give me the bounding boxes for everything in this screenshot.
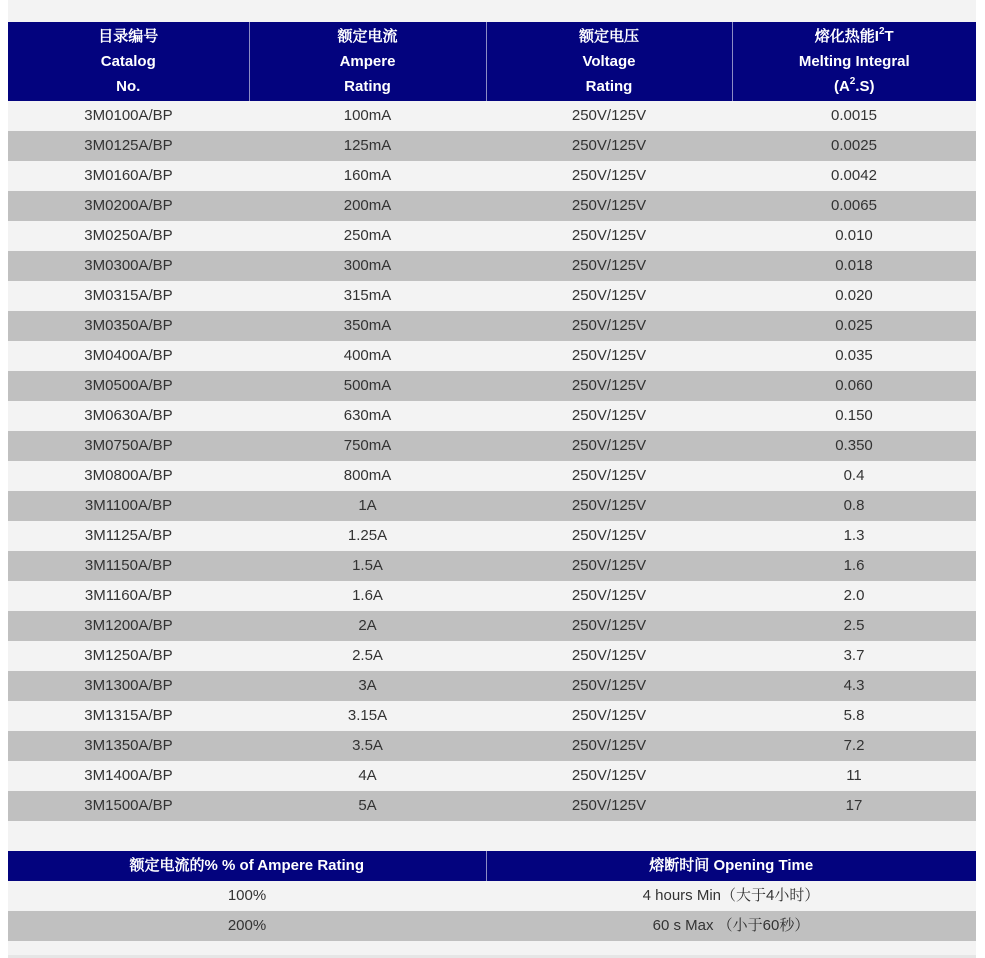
catalog-no-cell: 3M0350A/BP <box>8 311 249 341</box>
melting-integral-cell: 0.018 <box>732 251 976 281</box>
voltage-rating-cell: 250V/125V <box>486 761 732 791</box>
table-row <box>8 551 976 581</box>
catalog-no-cell: 3M1160A/BP <box>8 581 249 611</box>
opening-time-cell: 4 hours Min（大于4小时） <box>486 881 976 911</box>
melting-integral-cell: 0.0025 <box>732 131 976 161</box>
header-opening-time: 熔断时间 Opening Time <box>486 851 976 881</box>
voltage-rating-cell: 250V/125V <box>486 641 732 671</box>
catalog-no-cell: 3M1300A/BP <box>8 671 249 701</box>
voltage-rating-cell: 250V/125V <box>486 131 732 161</box>
voltage-rating-cell: 250V/125V <box>486 461 732 491</box>
catalog-no-cell: 3M0125A/BP <box>8 131 249 161</box>
melting-integral-cell: 5.8 <box>732 701 976 731</box>
table-row <box>8 581 976 611</box>
table-row <box>8 491 976 521</box>
table-row <box>8 641 976 671</box>
ampere-rating-cell: 1.25A <box>249 521 486 551</box>
catalog-no-cell: 3M0800A/BP <box>8 461 249 491</box>
ampere-rating-cell: 350mA <box>249 311 486 341</box>
table-row <box>8 161 976 191</box>
voltage-rating-cell: 250V/125V <box>486 311 732 341</box>
voltage-rating-cell: 250V/125V <box>486 341 732 371</box>
melting-integral-cell: 0.0015 <box>732 101 976 131</box>
voltage-rating-cell: 250V/125V <box>486 161 732 191</box>
voltage-rating-cell: 250V/125V <box>486 701 732 731</box>
voltage-rating-cell: 250V/125V <box>486 791 732 821</box>
ampere-rating-cell: 2.5A <box>249 641 486 671</box>
voltage-rating-cell: 250V/125V <box>486 581 732 611</box>
melting-integral-cell: 0.150 <box>732 401 976 431</box>
melting-integral-cell: 3.7 <box>732 641 976 671</box>
voltage-rating-cell: 250V/125V <box>486 491 732 521</box>
melting-integral-cell: 0.020 <box>732 281 976 311</box>
ampere-rating-cell: 4A <box>249 761 486 791</box>
table-row <box>8 371 976 401</box>
ampere-rating-cell: 800mA <box>249 461 486 491</box>
voltage-rating-cell: 250V/125V <box>486 281 732 311</box>
catalog-no-cell: 3M1250A/BP <box>8 641 249 671</box>
voltage-rating-cell: 250V/125V <box>486 611 732 641</box>
ampere-rating-cell: 5A <box>249 791 486 821</box>
percent-ampere-rating-cell: 100% <box>8 881 486 911</box>
voltage-rating-cell: 250V/125V <box>486 221 732 251</box>
ampere-rating-cell: 2A <box>249 611 486 641</box>
header-voltage-rating: 额定电压 Voltage Rating <box>486 22 732 101</box>
table-row <box>8 431 976 461</box>
melting-integral-cell: 2.0 <box>732 581 976 611</box>
table-row <box>8 281 976 311</box>
table-row <box>8 761 976 791</box>
ampere-rating-cell: 3A <box>249 671 486 701</box>
catalog-no-cell: 3M1125A/BP <box>8 521 249 551</box>
melting-integral-cell: 0.4 <box>732 461 976 491</box>
table-row <box>8 131 976 161</box>
header-melting-integral: 熔化热能$I^2T$ Melting Integral $(A^2.S)$ <box>732 22 976 101</box>
melting-integral-cell: 0.025 <box>732 311 976 341</box>
catalog-no-cell: 3M1100A/BP <box>8 491 249 521</box>
table-row <box>8 191 976 221</box>
catalog-no-cell: 3M0200A/BP <box>8 191 249 221</box>
voltage-rating-cell: 250V/125V <box>486 401 732 431</box>
melting-integral-cell: 0.0042 <box>732 161 976 191</box>
voltage-rating-cell: 250V/125V <box>486 251 732 281</box>
ampere-rating-cell: 630mA <box>249 401 486 431</box>
catalog-no-cell: 3M0750A/BP <box>8 431 249 461</box>
ampere-rating-cell: 1.6A <box>249 581 486 611</box>
table-row <box>8 251 976 281</box>
voltage-rating-cell: 250V/125V <box>486 371 732 401</box>
voltage-rating-cell: 250V/125V <box>486 431 732 461</box>
header-ampere-rating: 额定电流 Ampere Rating <box>249 22 486 101</box>
table-row <box>8 701 976 731</box>
catalog-no-cell: 3M0100A/BP <box>8 101 249 131</box>
table-row <box>8 671 976 701</box>
table-row <box>8 911 976 941</box>
ampere-rating-cell: 160mA <box>249 161 486 191</box>
catalog-no-cell: 3M0400A/BP <box>8 341 249 371</box>
catalog-no-cell: 3M1500A/BP <box>8 791 249 821</box>
catalog-no-cell: 3M1150A/BP <box>8 551 249 581</box>
percent-ampere-rating-cell: 200% <box>8 911 486 941</box>
catalog-no-cell: 3M0160A/BP <box>8 161 249 191</box>
table-row <box>8 521 976 551</box>
opening-time-cell: 60 s Max （小于60秒） <box>486 911 976 941</box>
catalog-no-cell: 3M0315A/BP <box>8 281 249 311</box>
voltage-rating-cell: 250V/125V <box>486 731 732 761</box>
table-row <box>8 341 976 371</box>
catalog-no-cell: 3M1400A/BP <box>8 761 249 791</box>
table-row <box>8 791 976 821</box>
ampere-rating-cell: 250mA <box>249 221 486 251</box>
catalog-no-cell: 3M0500A/BP <box>8 371 249 401</box>
header-catalog-no: 目录编号 Catalog No. <box>8 22 249 101</box>
ampere-rating-cell: 1.5A <box>249 551 486 581</box>
melting-integral-cell: 2.5 <box>732 611 976 641</box>
melting-integral-cell: 17 <box>732 791 976 821</box>
time-table-header-row <box>8 851 976 881</box>
ampere-rating-cell: 400mA <box>249 341 486 371</box>
melting-integral-cell: 11 <box>732 761 976 791</box>
table-row <box>8 221 976 251</box>
header-percent-ampere-rating: 额定电流的% % of Ampere Rating <box>8 851 486 881</box>
melting-integral-cell: 0.060 <box>732 371 976 401</box>
melting-integral-cell: 0.035 <box>732 341 976 371</box>
voltage-rating-cell: 250V/125V <box>486 521 732 551</box>
catalog-no-cell: 3M1350A/BP <box>8 731 249 761</box>
ampere-rating-cell: 750mA <box>249 431 486 461</box>
table-row <box>8 101 976 131</box>
table-row <box>8 311 976 341</box>
ampere-rating-cell: 200mA <box>249 191 486 221</box>
catalog-no-cell: 3M0630A/BP <box>8 401 249 431</box>
table-row <box>8 461 976 491</box>
page-background <box>8 0 976 955</box>
ampere-rating-cell: 125mA <box>249 131 486 161</box>
ampere-rating-cell: 100mA <box>249 101 486 131</box>
ampere-rating-cell: 3.5A <box>249 731 486 761</box>
melting-integral-cell: 7.2 <box>732 731 976 761</box>
voltage-rating-cell: 250V/125V <box>486 101 732 131</box>
voltage-rating-cell: 250V/125V <box>486 671 732 701</box>
ampere-rating-cell: 1A <box>249 491 486 521</box>
catalog-no-cell: 3M0300A/BP <box>8 251 249 281</box>
melting-integral-cell: 0.8 <box>732 491 976 521</box>
catalog-no-cell: 3M1315A/BP <box>8 701 249 731</box>
fuse-spec-table <box>8 22 976 821</box>
ampere-rating-cell: 300mA <box>249 251 486 281</box>
catalog-no-cell: 3M0250A/BP <box>8 221 249 251</box>
ampere-rating-cell: 315mA <box>249 281 486 311</box>
melting-integral-cell: 4.3 <box>732 671 976 701</box>
melting-integral-cell: 1.6 <box>732 551 976 581</box>
catalog-no-cell: 3M1200A/BP <box>8 611 249 641</box>
table-row <box>8 401 976 431</box>
melting-integral-cell: 0.010 <box>732 221 976 251</box>
melting-integral-cell: 0.0065 <box>732 191 976 221</box>
voltage-rating-cell: 250V/125V <box>486 191 732 221</box>
spec-table-header-row <box>8 22 976 101</box>
table-row <box>8 611 976 641</box>
table-row <box>8 881 976 911</box>
ampere-rating-cell: 500mA <box>249 371 486 401</box>
ampere-rating-cell: 3.15A <box>249 701 486 731</box>
table-row <box>8 731 976 761</box>
voltage-rating-cell: 250V/125V <box>486 551 732 581</box>
opening-time-table <box>8 851 976 941</box>
melting-integral-cell: 0.350 <box>732 431 976 461</box>
melting-integral-cell: 1.3 <box>732 521 976 551</box>
